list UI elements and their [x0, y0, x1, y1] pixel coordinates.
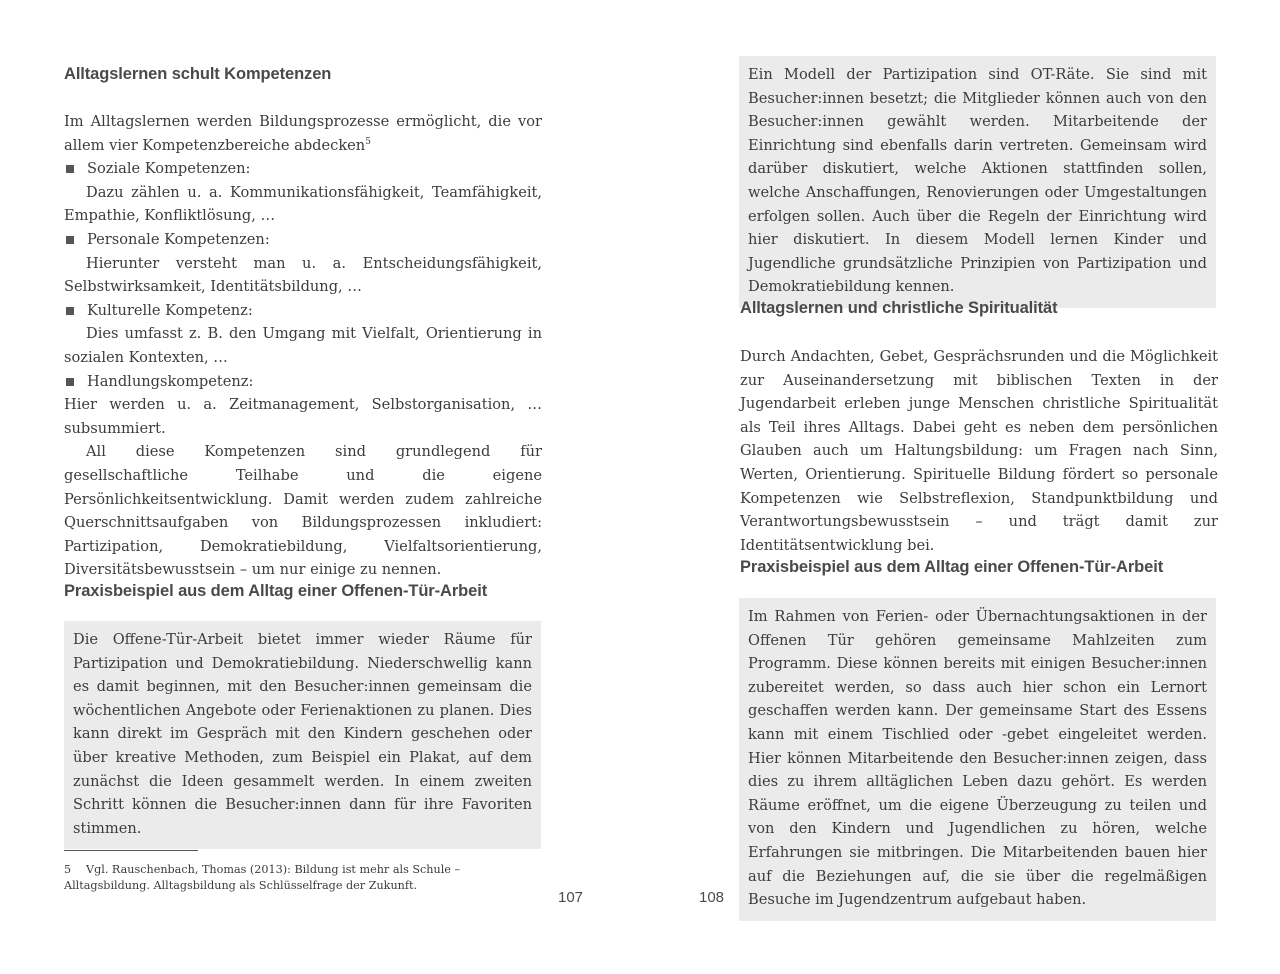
page-number-left: 107 [558, 889, 584, 906]
right-page [740, 0, 1218, 974]
section-heading-praxisbeispiel: Praxisbeispiel aus dem Alltag einer Offenen-Tür-Arbeit [64, 582, 488, 600]
kompetenzen-paragraph: All diese Kompetenzen sind grundlegend für gesellschaftliche Teilhabe und die eigene Persönlichkeitsentwicklung. Damit werden zudem zahlreiche Querschnittsaufgaben von Bildungsprozessen inkludiert: Partizipation, Demokratiebildung, Vielfaltsorientierung, Diversitätsbewusstsein – um nur einige zu nennen. [64, 443, 542, 579]
square-bullet-icon [66, 378, 74, 386]
page-number-right: 108 [699, 889, 725, 906]
bullet-item [64, 370, 542, 394]
intro-paragraph [64, 110, 542, 157]
ot-raete-box: Ein Modell der Partizipation sind OT-Räte. Sie sind mit Besucher:innen besetzt; die Mitglieder können auch von den Besucher:innen gewählt werden. Mitarbeitende der Einrichtung sind ebenfalls darin vertreten. Gemeinsam wird darüber diskutiert, welche Aktionen stattfinden sollen, welche Anschaffungen, Renovierungen oder Umgestaltungen erfolgen sollen. Auch über die Regeln der Einrichtung wird hier diskutiert. In diesem Modell lernen Kinder und Jugendliche grundsätzliche Prinzipien von Partizipation und Demokratiebildung kennen. [739, 56, 1216, 308]
square-bullet-icon [66, 236, 74, 244]
bullet-label: Personale Kompetenzen: [87, 230, 270, 248]
footnote-ref[interactable]: 5 [365, 136, 371, 147]
bullet-item [64, 228, 542, 252]
square-bullet-icon [66, 165, 74, 173]
left-page [64, 0, 542, 974]
bullet-item [64, 157, 542, 181]
mahlzeiten-box: Im Rahmen von Ferien- oder Übernachtungsaktionen in der Offenen Tür gehören gemeinsame Mahlzeiten zum Programm. Diese können bereits mit einigen Besucher:innen zubereitet werden, so dass auch hier schon ein Lernort geschaffen werden kann. Der gemeinsame Start des Essens kann mit einem Tischlied oder -gebet eingeleitet werden. Hier können Mitarbeitende den Besucher:innen zeigen, dass dies zu ihrem alltäglichen Leben dazu gehört. Es werden Räume eröffnet, um die eigene Überzeugung zu teilen und von den Kindern und Jugendlichen zu hören, welche Erfahrungen sie mitbringen. Die Mitarbeitenden bauen hier auf die Beziehungen auf, die sie über die regelmäßigen Besuche im Jugendzentrum aufgebaut haben. [739, 598, 1216, 921]
spiritualitaet-paragraph: Durch Andachten, Gebet, Gesprächsrunden und die Möglichkeit zur Auseinandersetzung mit biblischen Texten in der Jugendarbeit erleben junge Menschen christliche Spiritualität als Teil ihres Alltags. Dabei geht es neben dem persönlichen Glauben auch um Haltungsbildung: um Fragen nach Sinn, Werten, Orientierung. Spirituelle Bildung fördert so personale Kompetenzen wie Selbstreflexion, Standpunktbildung und Verantwortungsbewusstsein – und trägt damit zur Identitätsentwicklung bei. [740, 348, 1218, 554]
bullet-text: Hier werden u. a. Zeitmanagement, Selbstorganisation, … subsummiert. [64, 396, 542, 437]
bullet-item [64, 299, 542, 323]
footnote-divider [64, 850, 198, 851]
section-heading-spiritualitaet: Alltagslernen und christliche Spiritualität [740, 299, 1058, 317]
bullet-text: Dies umfasst z. B. den Umgang mit Vielfalt, Orientierung in sozialen Kontexten, … [64, 325, 542, 366]
square-bullet-icon [66, 307, 74, 315]
bullet-text: Hierunter versteht man u. a. Entscheidungsfähigkeit, Selbstwirksamkeit, Identitätsbildung, … [64, 254, 542, 296]
intro-text: Im Alltagslernen werden Bildungsprozesse ermöglicht, die vor allem vier Kompetenzbereiche abdecken [64, 113, 542, 154]
footnote-text: Vgl. Rauschenbach, Thomas (2013): Bildung ist mehr als Schule – Alltagsbildung. Alltagsbildung als Schlüsselfrage der Zukunft. [64, 863, 461, 892]
footnote [64, 862, 542, 893]
example-box: Die Offene-Tür-Arbeit bietet immer wieder Räume für Partizipation und Demokratiebildung. Niederschwellig kann es damit beginnen, mit den Besucher:innen gemeinsam die wöchentlichen Angebote oder Ferienaktionen zu planen. Dies kann direkt im Gespräch mit den Kindern geschehen oder über kreative Methoden, zum Beispiel ein Plakat, auf dem zunächst die Ideen gesammelt werden. In einem zweiten Schritt können die Besucher:innen dann für ihre Favoriten stimmen. [64, 621, 541, 849]
left-body [64, 110, 542, 582]
footnote-number: 5 [64, 863, 72, 876]
bullet-text: Dazu zählen u. a. Kommunikationsfähigkeit, Teamfähigkeit, Empathie, Konfliktlösung, … [64, 183, 542, 225]
bullet-label: Kulturelle Kompetenz: [87, 301, 253, 319]
section-heading-praxisbeispiel-2: Praxisbeispiel aus dem Alltag einer Offenen-Tür-Arbeit [740, 558, 1164, 576]
bullet-label: Soziale Kompetenzen: [87, 160, 251, 178]
section-heading-kompetenzen: Alltagslernen schult Kompetenzen [64, 65, 332, 83]
bullet-label: Handlungskompetenz: [87, 372, 254, 390]
